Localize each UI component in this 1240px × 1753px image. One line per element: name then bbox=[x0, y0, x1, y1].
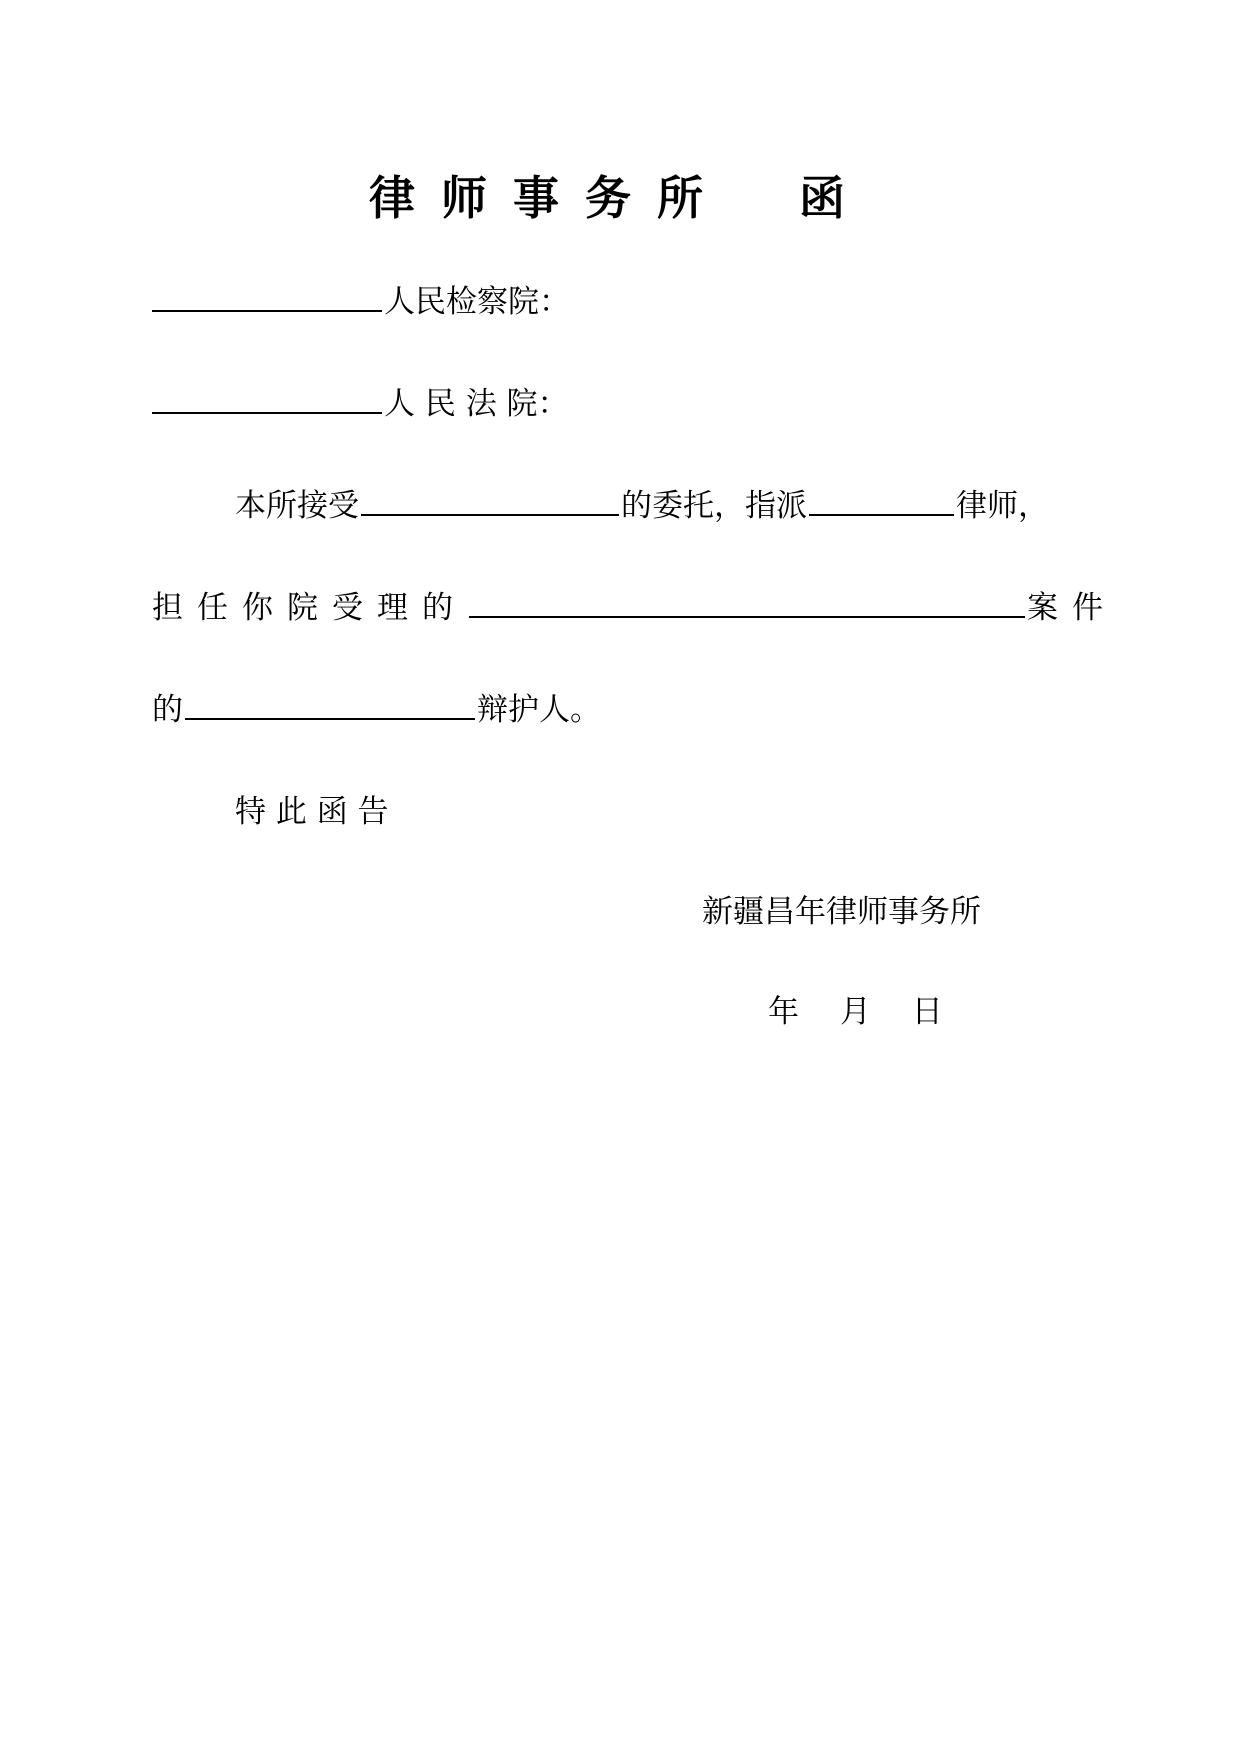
body-line3-prefix: 的 bbox=[152, 692, 183, 728]
page-title bbox=[0, 168, 1240, 228]
lawyer-name-blank[interactable] bbox=[809, 484, 954, 516]
client-name-blank[interactable] bbox=[361, 484, 619, 516]
recipient-procuratorate-line bbox=[152, 280, 570, 324]
body-line-2 bbox=[152, 586, 1117, 630]
body-line2-prefix: 担任你院受理的 bbox=[152, 590, 467, 626]
signature-org-text: 新疆昌年律师事务所 bbox=[702, 894, 981, 930]
closing-text: 特 此 函 告 bbox=[235, 794, 389, 830]
procuratorate-name-blank[interactable] bbox=[152, 280, 382, 312]
body-line1-suffix: 律师， bbox=[956, 488, 1049, 524]
signature-org bbox=[702, 890, 981, 934]
recipient-court-label: 人 民 法 院： bbox=[384, 386, 569, 422]
recipient-court-line bbox=[152, 382, 569, 426]
defendant-name-blank[interactable] bbox=[185, 688, 475, 720]
recipient-procuratorate-label: 人民检察院： bbox=[384, 284, 570, 320]
body-line-1 bbox=[235, 484, 1049, 528]
body-line-3 bbox=[152, 688, 601, 732]
body-line1-prefix: 本所接受 bbox=[235, 488, 359, 524]
closing-line bbox=[235, 790, 389, 834]
date-line bbox=[768, 990, 943, 1034]
case-name-blank[interactable] bbox=[469, 586, 1025, 618]
court-name-blank[interactable] bbox=[152, 382, 382, 414]
body-line3-suffix: 辩护人。 bbox=[477, 692, 601, 728]
body-line2-suffix: 案件 bbox=[1027, 590, 1117, 626]
title-main: 律师事务所 bbox=[369, 171, 729, 225]
date-line-text: 年 月 日 bbox=[768, 994, 943, 1030]
body-line1-middle: 的委托，指派 bbox=[621, 488, 807, 524]
title-suffix: 函 bbox=[799, 171, 871, 225]
